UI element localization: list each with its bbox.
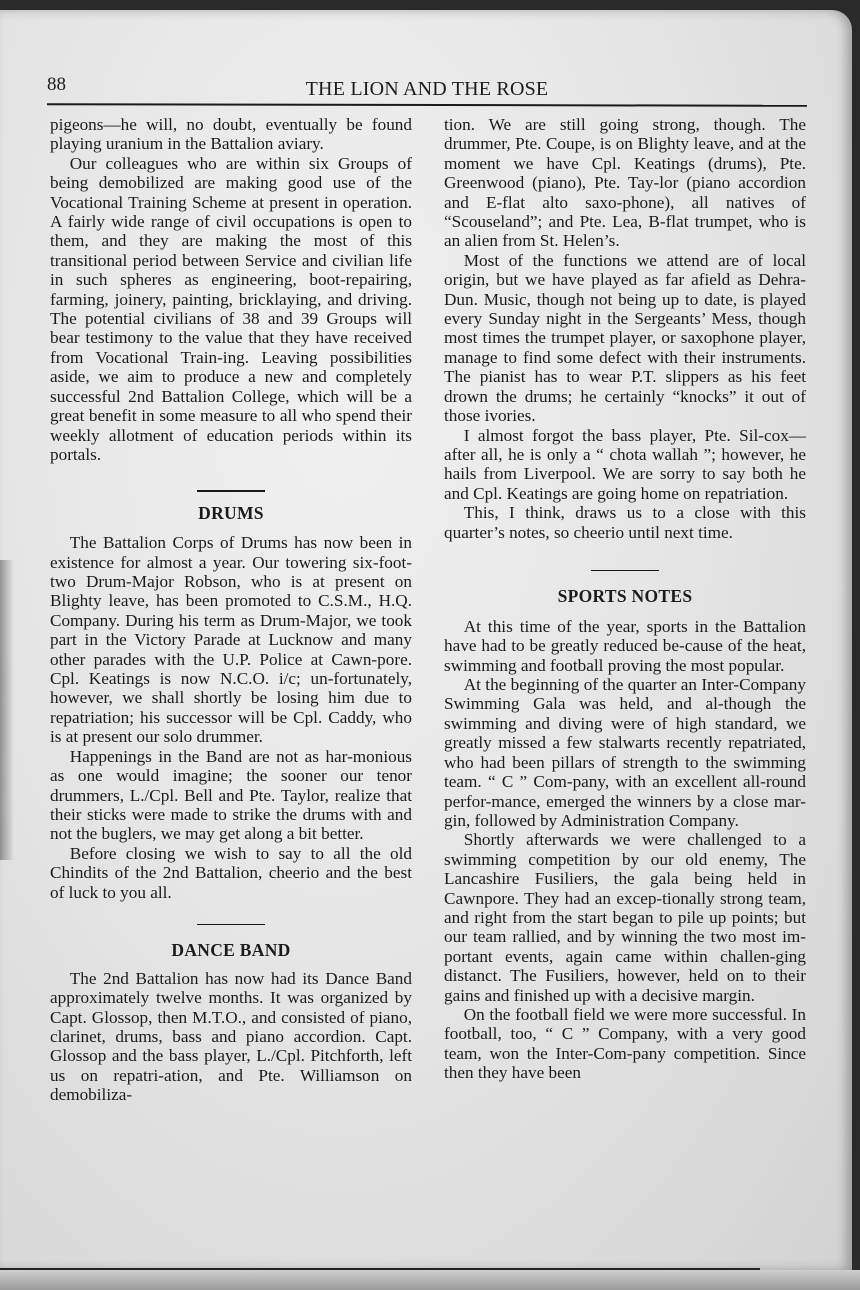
paragraph: I almost forgot the bass player, Pte. Sil-cox—after all, he is only a “ chota wallah ”; however, he hails from Liverpool. We are sorry to say both he and Cpl. Keatings are going home on repatriation. — [444, 425, 806, 503]
section-divider — [591, 570, 659, 572]
paragraph: On the football field we were more successful. In football, too, “ C ” Company, with a very good team, won the Inter-Com-pany competition. Since then they have been — [444, 1004, 806, 1083]
section-divider — [197, 490, 265, 492]
paragraph: The Battalion Corps of Drums has now been in existence for almost a year. Our towering six-foot-two Drum-Major Robson, who is at present on Blighty leave, has been promoted to C.S.M., H.Q. Company. During his term as Drum-Major, we took part in the Victory Parade at Lucknow and many other parades with the U.P. Police at Cawn-pore. Cpl. Keatings is now N.C.O. i/c; un-fortunately, however, we shall shortly be losing him due to repatriation; his successor will be Cpl. Caddy, who is at present our solo drummer. — [50, 533, 412, 747]
paragraph: Most of the functions we attend are of local origin, but we have played as far afield as Dehra-Dun. Music, though not being up to date, is played every Sunday night in the Sergeants’ Mess, though most times the trumpet player, or saxophone player, manage to find some defect with their instruments. The pianist has to wear P.T. slippers as his feet drown the drums; he certainly “knocks” it out of those ivories. — [444, 250, 806, 426]
page-bottom-edge — [0, 1270, 860, 1290]
paragraph: Happenings in the Band are not as har-monious as one would imagine; the sooner our tenor drummers, L./Cpl. Bell and Pte. Taylor, realize that their sticks were made to strike the drums with and not the buglers, we may get along a bit better. — [50, 746, 412, 844]
paragraph: Our colleagues who are within six Groups of being demobilized are making good use of the Vocational Training Scheme at present in operation. A fairly wide range of civil occupations is open to them, and they are making the most of this transitional period between Service and civilian life in such spheres as engineering, boot-repairing, farming, joinery, painting, bricklaying, and driving. The potential civilians of 38 and 39 Groups will bear testimony to the value that they have received from Vocational Train-ing. Leaving possibilities aside, we aim to produce a new and completely successful 2nd Battalion College, which will be a great benefit in some measure to all who spend their weekly allotment of education periods within its portals. — [50, 153, 412, 464]
paragraph: At this time of the year, sports in the Battalion have had to be greatly reduced be-cause of the heat, swimming and football proving the most popular. — [444, 616, 806, 675]
paragraph: The 2nd Battalion has now had its Dance Band approximately twelve months. It was organized by Capt. Glossop, then M.T.O., and consisted of piano, clarinet, drums, bass and piano accordion. Capt. Glossop and the bass player, L./Cpl. Pitchforth, left us on repatri-ation, and Pte. Williamson on demobiliza- — [50, 968, 412, 1105]
page-number: 88 — [47, 74, 66, 95]
section-heading-sports-notes: SPORTS NOTES — [557, 586, 693, 607]
paragraph: pigeons—he will, no doubt, eventually be found playing uranium in the Battalion aviary. — [50, 115, 412, 154]
paragraph: At the beginning of the quarter an Inter-Company Swimming Gala was held, and al-though the swimming and diving were of high standard, we greatly missed a few stalwarts recently repatriated, who had been pillars of strength to the swimming team. “ C ” Com-pany, with an excellent all-round perfor-mance, emerged the winners by a close mar-gin, followed by Administration Company. — [444, 675, 806, 830]
paragraph: Before closing we wish to say to all the old Chindits of the 2nd Battalion, cheerio and the best of luck to you all. — [50, 843, 412, 902]
paragraph: This, I think, draws us to a close with this quarter’s notes, so cheerio until next time. — [444, 503, 806, 542]
paragraph: tion. We are still going strong, though. The drummer, Pte. Coupe, is on Blighty leave, and at the moment we have Cpl. Keatings (drums), Pte. Greenwood (piano), Pte. Tay-lor (piano accordion and E-flat alto saxo-phone), all natives of “Scouseland”; and Pte. Lea, B-flat trumpet, who is an alien from St. Helen’s. — [444, 115, 806, 251]
section-heading-dance-band: DANCE BAND — [171, 940, 291, 961]
running-title: THE LION AND THE ROSE — [305, 78, 549, 100]
binding-shadow — [0, 560, 14, 860]
left-column — [50, 115, 412, 1105]
right-column — [444, 115, 806, 1083]
section-heading-drums: DRUMS — [198, 502, 264, 523]
page-header — [47, 74, 807, 104]
section-divider — [197, 924, 265, 926]
paragraph: Shortly afterwards we were challenged to a swimming competition by our old enemy, The Lancashire Fusiliers, the gala being held in Cawnpore. They had an excep-tionally strong team, and right from the start began to pile up points; but our team rallied, and by winning the two most im-portant events, again came within challen-ging distanct. The Fusiliers, however, held on to their gains and finished up with a decisive margin. — [444, 830, 806, 1005]
